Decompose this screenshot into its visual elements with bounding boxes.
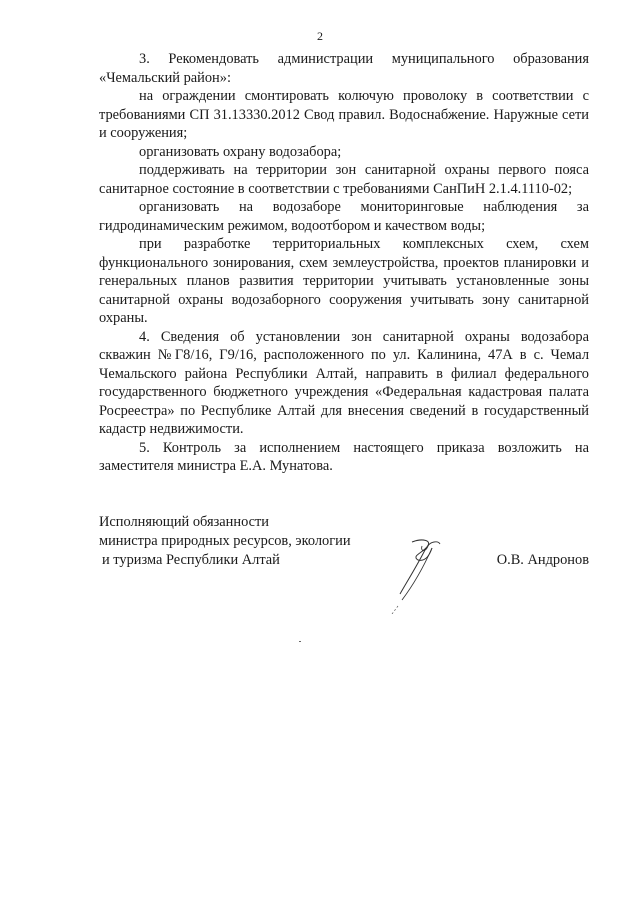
paragraph-recommendation: 3. Рекомендовать администрации муниципального образования «Чемальский район»: — [99, 51, 589, 86]
signatory-title-line: министра природных ресурсов, экологии — [99, 533, 351, 549]
signature-block — [99, 513, 589, 603]
paragraph-control: 5. Контроль за исполнением настоящего приказа возложить на заместителя министра Е.А. Мунатова. — [99, 439, 589, 474]
paragraph-monitoring: организовать на водозаборе мониторинговые наблюдения за гидродинамическим режимом, водоотбором и качеством воды; — [99, 199, 589, 234]
signatory-title-line: и туризма Республики Алтай — [102, 552, 280, 568]
paragraph-sanitary-state: поддерживать на территории зон санитарной охраны первого пояса санитарное состояние в соответствии с требованиями СанПиН 2.1.4.1110-02; — [99, 162, 589, 197]
paragraph-barbed-wire: на ограждении смонтировать колючую проволоку в соответствии с требованиями СП 31.13330.2012 Свод правил. Водоснабжение. Наружные сети и сооружения; — [99, 88, 589, 141]
handwritten-signature — [382, 534, 452, 614]
stray-dot — [299, 641, 301, 642]
document-body — [99, 50, 589, 476]
signatory-name: О.В. Андронов — [496, 552, 589, 568]
signatory-title-line: Исполняющий обязанности — [99, 514, 270, 530]
page-number: 2 — [317, 29, 323, 43]
paragraph-guard: организовать охрану водозабора; — [139, 143, 342, 160]
paragraph-cadastre: 4. Сведения об установлении зон санитарной охраны водозабора скважин №Г8/16, Г9/16, расположенного по ул. Калинина, 47А в с. Чемал Чемальского района Республики Алтай, направить в филиал федерального государственного бюджетного учреждения «Федеральная кадастровая палата Росреестра» по Республике Алтай для внесения сведений в государственный кадастр недвижимости. — [99, 328, 589, 437]
paragraph-planning: при разработке территориальных комплексных схем, схем функционального зонирования, схем землеустройства, проектов планировки и генеральных планов развития территории учитывать установленные зоны санитарной охраны водозаборного сооружения учитывать зону санитарной охраны. — [99, 236, 589, 326]
